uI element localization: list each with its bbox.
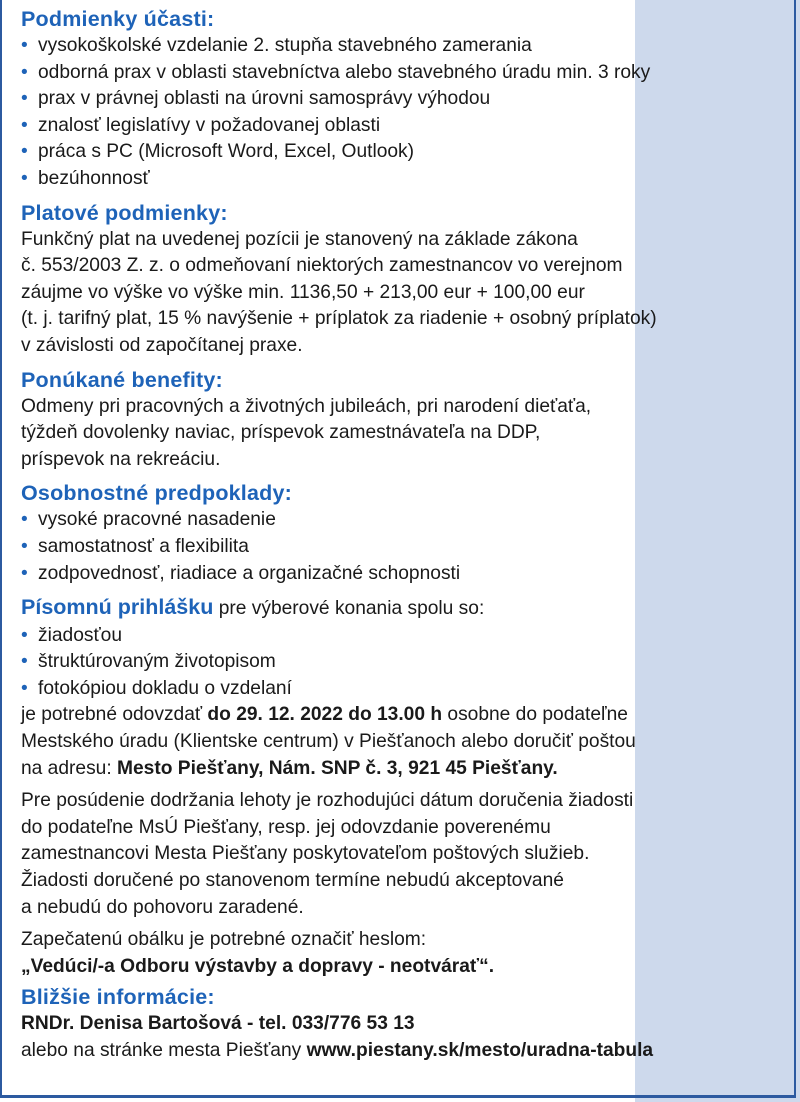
list-item: • práca s PC (Microsoft Word, Excel, Outlook) (21, 139, 791, 166)
address-line (21, 756, 791, 783)
envelope-line: Zapečatenú obálku je potrebné označiť heslom: (21, 929, 427, 951)
contact-person: RNDr. Denisa Bartošová - tel. 033/776 53 13 (21, 1013, 415, 1035)
notice-text (21, 788, 791, 921)
job-posting (21, 6, 791, 1065)
notice-line: Pre posúdenie dodržania lehoty je rozhodujúci dátum doručenia žiadosti (21, 790, 634, 812)
salary-line: v závislosti od započítanej praxe. (21, 334, 303, 356)
application-heading-line (21, 594, 791, 623)
benefits-line: príspevok na rekreáciu. (21, 448, 221, 470)
salary-line: č. 553/2003 Z. z. o odmeňovaní niektorých zamestnancov vo verejnom (21, 255, 623, 277)
deadline-line: Mestského úradu (Klientske centrum) v Piešťanoch alebo doručiť poštou (21, 731, 636, 753)
benefits-heading: Ponúkané benefity: (21, 367, 223, 392)
list-item: • fotokópiou dokladu o vzdelaní (21, 676, 791, 703)
list-item: • zodpovednosť, riadiace a organizačné schopnosti (21, 561, 791, 588)
deadline-date: do 29. 12. 2022 do 13.00 h (207, 704, 443, 726)
list-item: • bezúhonnosť (21, 166, 791, 193)
salary-text (21, 227, 791, 360)
prerequisites-heading: Osobnostné predpoklady: (21, 481, 292, 506)
salary-line: (t. j. tarifný plat, 15 % navýšenie + príplatok za riadenie + osobný príplatok) (21, 308, 657, 330)
benefits-text (21, 394, 791, 474)
prerequisites-list (21, 507, 791, 587)
application-heading-suffix: pre výberové konania spolu so: (213, 598, 485, 620)
conditions-heading: Podmienky účasti: (21, 7, 215, 31)
address-value: Mesto Piešťany, Nám. SNP č. 3, 921 45 Piešťany. (117, 757, 558, 779)
benefits-line: Odmeny pri pracovných a životných jubileách, pri narodení dieťaťa, (21, 395, 592, 417)
list-item: • odborná prax v oblasti stavebníctva alebo stavebného úradu min. 3 roky (21, 60, 791, 87)
benefits-line: týždeň dovolenky naviac, príspevok zamestnávateľa na DDP, (21, 422, 541, 444)
salary-line: Funkčný plat na uvedenej pozícii je stanovený na základe zákona (21, 228, 578, 250)
notice-line: a nebudú do pohovoru zaradené. (21, 896, 304, 918)
salary-line: záujme vo výške vo výške min. 1136,50 + 213,00 eur + 100,00 eur (21, 281, 585, 303)
address-prefix: na adresu: (21, 757, 118, 779)
list-item: • vysoké pracovné nasadenie (21, 507, 791, 534)
list-item: • znalosť legislatívy v požadovanej oblasti (21, 113, 791, 140)
list-item: • žiadosťou (21, 623, 791, 650)
deadline-text: je potrebné odovzdať (21, 704, 208, 726)
envelope-text (21, 927, 791, 980)
contact-web-link[interactable]: www.piestany.sk/mesto/uradna-tabula (306, 1040, 654, 1061)
application-list (21, 623, 791, 703)
deadline-text: osobne do podateľne (442, 704, 628, 726)
notice-line: Žiadosti doručené po stanovenom termíne nebudú akceptované (21, 870, 564, 892)
conditions-list (21, 33, 791, 193)
list-item: • štruktúrovaným životopisom (21, 649, 791, 676)
envelope-password: „Vedúci/-a Odboru výstavby a dopravy - neotvárať“. (21, 955, 495, 977)
deadline-line (21, 702, 791, 729)
contact-web-line (21, 1038, 791, 1065)
application-heading: Písomnú prihlášku (21, 595, 214, 620)
list-item: • vysokoškolské vzdelanie 2. stupňa stavebného zamerania (21, 33, 791, 60)
contact-web-prefix: alebo na stránke mesta Piešťany (21, 1040, 307, 1061)
list-item: • samostatnosť a flexibilita (21, 534, 791, 561)
salary-heading: Platové podmienky: (21, 200, 228, 225)
list-item: • prax v právnej oblasti na úrovni samosprávy výhodou (21, 86, 791, 113)
notice-line: zamestnancovi Mesta Piešťany poskytovateľom poštových služieb. (21, 843, 590, 865)
notice-line: do podateľne MsÚ Piešťany, resp. jej odovzdanie poverenému (21, 816, 551, 838)
contact-heading: Bližšie informácie: (21, 985, 215, 1010)
